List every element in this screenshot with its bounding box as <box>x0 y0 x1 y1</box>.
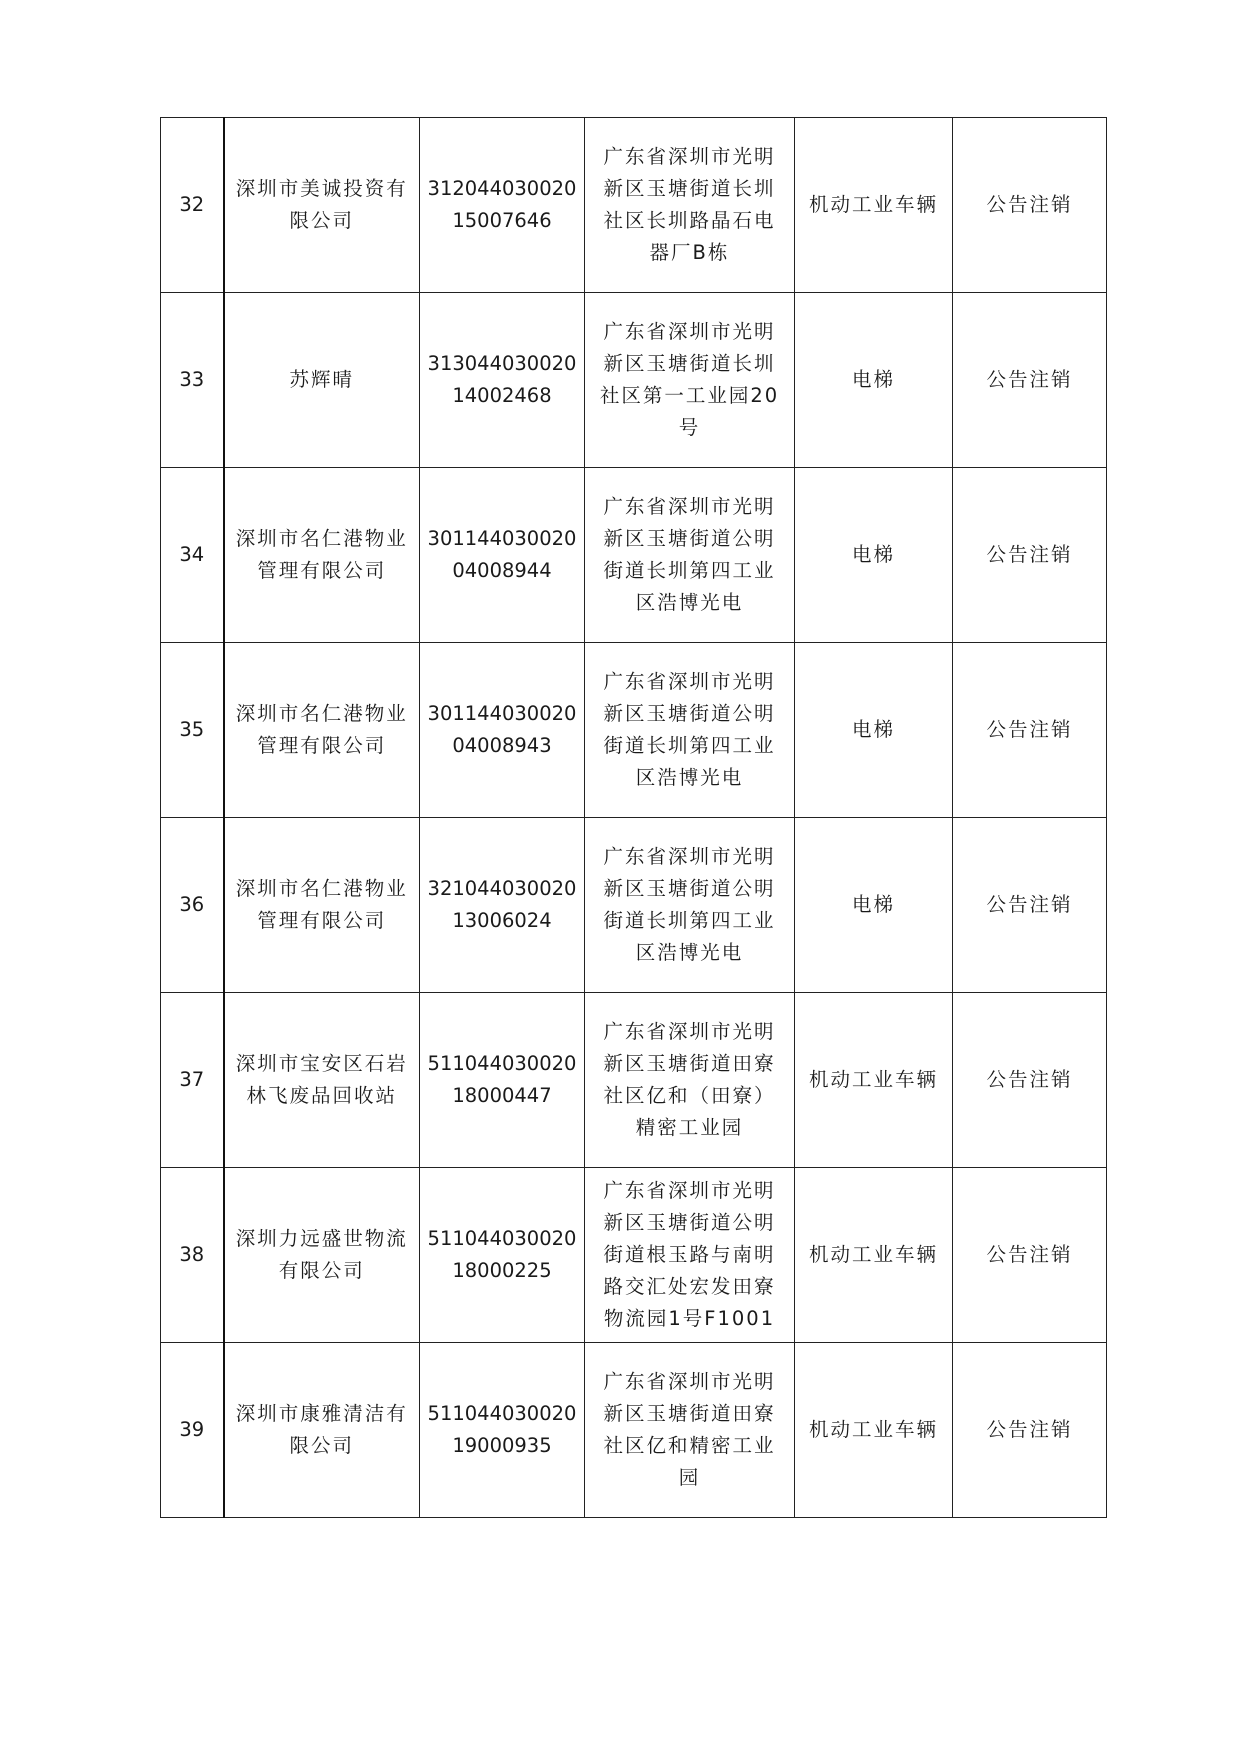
registration-code-cell: 51104403002019000935 <box>420 1343 585 1518</box>
user-unit-cell: 深圳市名仁港物业管理有限公司 <box>224 643 420 818</box>
user-unit-cell: 深圳市名仁港物业管理有限公司 <box>224 468 420 643</box>
address-cell: 广东省深圳市光明新区玉塘街道公明街道长圳第四工业区浩博光电 <box>585 818 795 993</box>
registration-code-cell: 30114403002004008944 <box>420 468 585 643</box>
user-unit-cell: 深圳市宝安区石岩林飞废品回收站 <box>224 993 420 1168</box>
row-number: 35 <box>161 643 224 818</box>
row-number: 32 <box>161 118 224 293</box>
table-row <box>161 818 1107 993</box>
equipment-type-cell: 电梯 <box>795 818 953 993</box>
address-cell: 广东省深圳市光明新区玉塘街道公明街道长圳第四工业区浩博光电 <box>585 643 795 818</box>
status-cell: 公告注销 <box>953 468 1107 643</box>
registration-code-cell: 32104403002013006024 <box>420 818 585 993</box>
equipment-type-cell: 电梯 <box>795 468 953 643</box>
address-cell: 广东省深圳市光明新区玉塘街道公明街道长圳第四工业区浩博光电 <box>585 468 795 643</box>
address-cell: 广东省深圳市光明新区玉塘街道田寮社区亿和（田寮）精密工业园 <box>585 993 795 1168</box>
row-number: 38 <box>161 1168 224 1343</box>
registration-code-cell: 30114403002004008943 <box>420 643 585 818</box>
status-cell: 公告注销 <box>953 818 1107 993</box>
status-cell: 公告注销 <box>953 1168 1107 1343</box>
user-unit-cell: 深圳市名仁港物业管理有限公司 <box>224 818 420 993</box>
table-row <box>161 993 1107 1168</box>
table-row <box>161 1168 1107 1343</box>
equipment-type-cell: 机动工业车辆 <box>795 1168 953 1343</box>
registration-code-cell: 51104403002018000447 <box>420 993 585 1168</box>
row-number: 37 <box>161 993 224 1168</box>
registration-code-cell: 31204403002015007646 <box>420 118 585 293</box>
equipment-type-cell: 机动工业车辆 <box>795 118 953 293</box>
row-number: 33 <box>161 293 224 468</box>
user-unit-cell: 深圳市美诚投资有限公司 <box>224 118 420 293</box>
table-row <box>161 118 1107 293</box>
user-unit-cell: 深圳市康雅清洁有限公司 <box>224 1343 420 1518</box>
table-row <box>161 1343 1107 1518</box>
address-cell: 广东省深圳市光明新区玉塘街道长圳社区长圳路晶石电器厂B栋 <box>585 118 795 293</box>
status-cell: 公告注销 <box>953 993 1107 1168</box>
table-row <box>161 643 1107 818</box>
equipment-type-cell: 机动工业车辆 <box>795 993 953 1168</box>
equipment-deregistration-table <box>160 117 1107 1518</box>
table-row <box>161 468 1107 643</box>
user-unit-cell: 苏辉晴 <box>224 293 420 468</box>
equipment-type-cell: 电梯 <box>795 643 953 818</box>
user-unit-cell: 深圳力远盛世物流有限公司 <box>224 1168 420 1343</box>
row-number: 34 <box>161 468 224 643</box>
address-cell: 广东省深圳市光明新区玉塘街道公明街道根玉路与南明路交汇处宏发田寮物流园1号F1001 <box>585 1168 795 1343</box>
status-cell: 公告注销 <box>953 118 1107 293</box>
status-cell: 公告注销 <box>953 643 1107 818</box>
registration-code-cell: 51104403002018000225 <box>420 1168 585 1343</box>
table-row <box>161 293 1107 468</box>
equipment-type-cell: 机动工业车辆 <box>795 1343 953 1518</box>
row-number: 36 <box>161 818 224 993</box>
address-cell: 广东省深圳市光明新区玉塘街道长圳社区第一工业园20号 <box>585 293 795 468</box>
equipment-type-cell: 电梯 <box>795 293 953 468</box>
row-number: 39 <box>161 1343 224 1518</box>
status-cell: 公告注销 <box>953 1343 1107 1518</box>
registration-code-cell: 31304403002014002468 <box>420 293 585 468</box>
address-cell: 广东省深圳市光明新区玉塘街道田寮社区亿和精密工业园 <box>585 1343 795 1518</box>
status-cell: 公告注销 <box>953 293 1107 468</box>
